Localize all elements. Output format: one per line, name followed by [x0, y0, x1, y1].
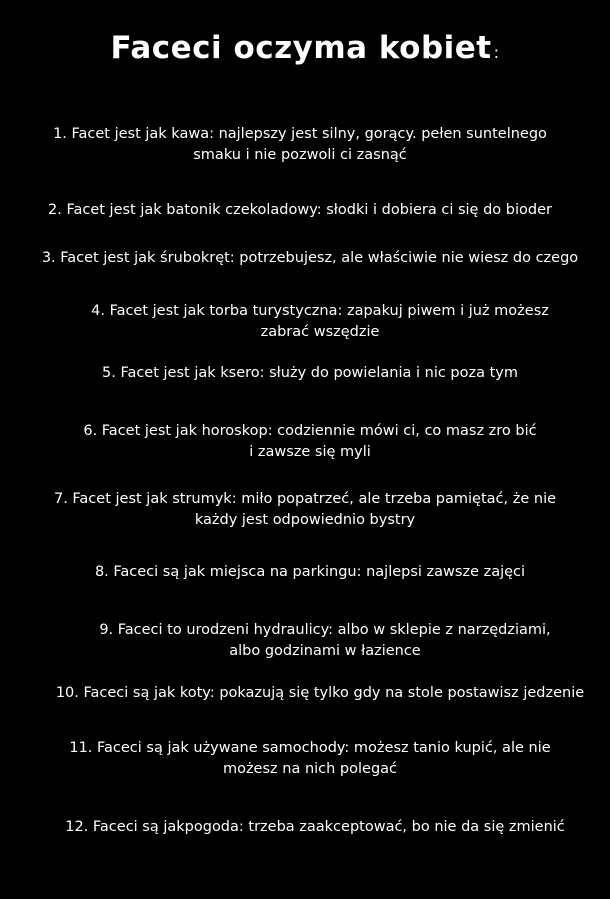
list-item-8-line-1: 8. Faceci są jak miejsca na parkingu: najlepsi zawsze zajęci: [94, 564, 526, 580]
list-item-12-line-1: 12. Faceci są jakpogoda: trzeba zaakceptować, bo nie da się zmienić: [65, 819, 565, 835]
list-item-6: [20, 421, 600, 463]
list-item-4: [30, 301, 610, 343]
list-item-2: [20, 200, 580, 221]
list-item-4-line-2: zabrać wszędzie: [260, 324, 380, 340]
title-text: Faceci oczyma kobiet: [110, 30, 492, 66]
list-item-11: [10, 738, 610, 780]
list-item-1-line-2: smaku i nie pozwoli ci zasnąć: [193, 147, 407, 163]
list-item-2-line-1: 2. Facet jest jak batonik czekoladowy: słodki i dobiera ci się do bioder: [48, 202, 552, 218]
list-item-1: [20, 124, 580, 166]
list-item-9-line-1: 9. Faceci to urodzeni hydraulicy: albo w sklepie z narzędziami,: [99, 622, 551, 638]
list-item-9-line-2: albo godzinami w łazience: [229, 643, 421, 659]
list-item-3: [16, 248, 604, 269]
list-item-11-line-1: 11. Faceci są jak używane samochody: możesz tanio kupić, ale nie: [69, 740, 551, 756]
list-item-5: [10, 363, 610, 384]
list-item-11-line-2: możesz na nich polegać: [222, 761, 398, 777]
page-title: [0, 30, 610, 66]
list-item-10-line-1: 10. Faceci są jak koty: pokazują się tylko gdy na stole postawisz jedzenie: [55, 685, 585, 701]
list-item-9: [40, 620, 610, 662]
list-item-3-line-1: 3. Facet jest jak śrubokręt: potrzebujesz, ale właściwie nie wiesz do czego: [41, 250, 579, 266]
list-item-5-line-1: 5. Facet jest jak ksero: służy do powielania i nic poza tym: [102, 365, 518, 381]
list-item-7-line-1: 7. Facet jest jak strumyk: miło popatrzeć, ale trzeba pamiętać, że nie: [53, 491, 557, 507]
list-item-7-line-2: każdy jest odpowiednio bystry: [194, 512, 416, 528]
list-item-7: [10, 489, 600, 531]
list-item-12: [20, 817, 610, 838]
list-item-10: [30, 683, 610, 704]
title-colon: :: [493, 43, 500, 62]
list-item-6-line-2: i zawsze się myli: [249, 444, 371, 460]
list-item-1-line-1: 1. Facet jest jak kawa: najlepszy jest silny, gorący. pełen suntelnego: [53, 126, 547, 142]
list-item-4-line-1: 4. Facet jest jak torba turystyczna: zapakuj piwem i już możesz: [91, 303, 549, 319]
list-item-8: [15, 562, 605, 583]
list-item-6-line-1: 6. Facet jest jak horoskop: codziennie mówi ci, co masz zro bić: [83, 423, 537, 439]
